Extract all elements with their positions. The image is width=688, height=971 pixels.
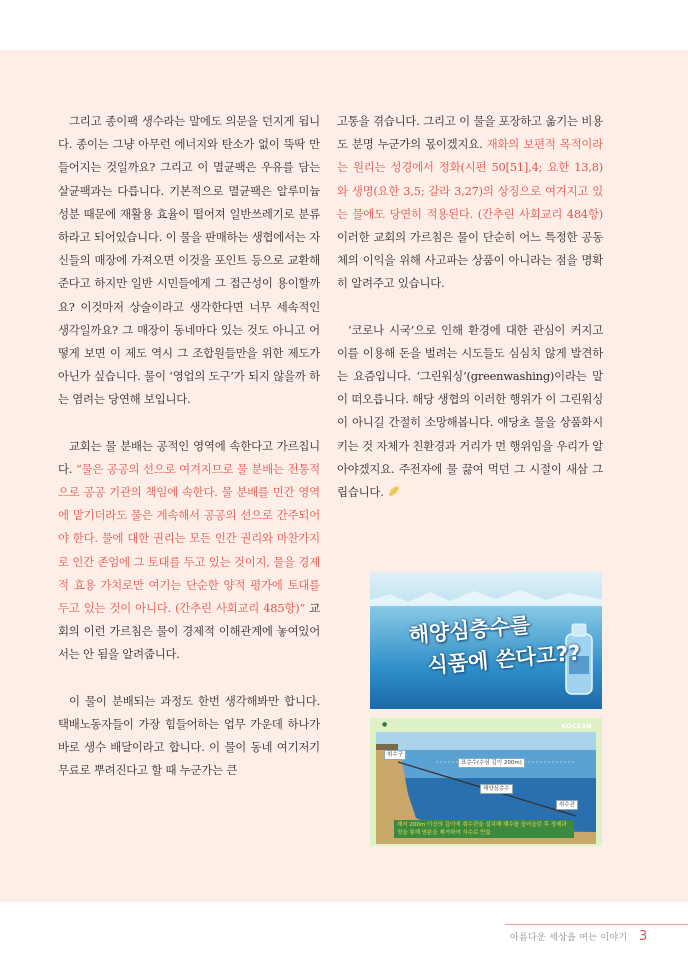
brand-mark: ● [382, 721, 388, 728]
headline-line: 식품에 쓴다고?? [426, 640, 582, 678]
paragraph [58, 435, 320, 667]
leaf-icon [387, 484, 401, 498]
left-column [58, 110, 320, 805]
quote-highlight: 재화의 보편적 목적이라는 원리는 성경에서 정화(시편 50[51],4; 요한 13,8)와 생명(요한 3,5; 갈라 3,27)의 상징으로 여겨지고 있는 물에도 당연히 적용된다. (간추린 사회교리 484항) [337, 137, 603, 221]
surface-label: 표층수(수심 깊이 200m) [458, 758, 525, 768]
paragraph: 이 물이 분배되는 과정도 한번 생각해봐만 합니다. 택배노동자들이 가장 힘들어하는 업무 가운데 하나가 바로 생수 배달이라고 합니다. 이 물이 동네 여기저기 무료로 뿌려진다고 할 때 누군가는 큰 [58, 693, 320, 778]
footer-title: 아름다운 세상을 여는 이야기 [510, 933, 628, 943]
deep-sea-water-image [370, 572, 602, 709]
source-logo: KOCEAN [561, 723, 592, 730]
paragraph [337, 110, 603, 296]
paragraph: 그리고 종이팩 생수라는 말에도 의문을 던지게 됩니다. 종이는 그냥 아무런 에너지와 탄소가 없이 뚝딱 만들어지는 것일까요? 그리고 이 멸균팩은 우유를 담는 살균팩과는 다릅니다. 기본적으로 멸균팩은 알루미늄 성분 때문에 재활용 효율이 떨어져 일반쓰레기로 분류하라고 되어있습니다. 이 물을 판매하는 생협에서는 자신들의 매장에 가져오면 이것을 포인트 등으로 교환해준다고 하지만 일반 시민들에게 그 접근성이 용이할까요? 이것마저 상술이라고 생각한다면 너무 세속적인 생각일까요? 그 매장이 동네마다 있는 것도 아니고 어떻게 보면 이 제도 역시 그 조합원들만을 위한 제도가 아닌가 싶습니다. 물이 ‘영업의 도구’가 되지 않을까 하는 염려는 당연해 보입니다. [58, 114, 320, 407]
paragraph [337, 319, 603, 505]
page-number: 3 [639, 929, 648, 944]
pipe-label: 취수관 [556, 800, 578, 810]
intake-diagram [370, 718, 602, 846]
footer-divider [505, 924, 688, 925]
headline-line: 해양심층수를 [407, 612, 532, 648]
quote-highlight: “물은 공공의 선으로 여겨지므로 물 분배는 전통적으로 공공 기관의 책임에 속한다. 물 분배를 민간 영역에 맡기더라도 물은 계속해서 공공의 선으로 간주되어야 한다. 물에 대한 권리는 모든 인간 권리와 마찬가지로 인간 존엄에 그 토대를 두고 있는 것이지, 물을 경제적 효용 가치로만 여기는 단순한 양적 평가에 토대를 두고 있는 것이 아니다. (간추린 사회교리 485항)” [58, 461, 320, 616]
diagram-caption: 해저 200m 이상의 깊이에 취수관을 설치해 해수를 끌어올린 후 정제과정을 통해 염분을 제거하여 식수로 만듦 [394, 820, 574, 838]
deep-water-label: 해양심층수 [480, 784, 513, 794]
intake-label: 취수구 [384, 750, 406, 760]
paragraph-text: 고통을 겪습니다. 그리고 이 물을 포장하고 옮기는 비용도 분명 누군가의 몫이겠지요. [337, 114, 603, 152]
paragraph-text: 교회의 이런 가르침은 물이 경제적 이해관계에 놓여있어서는 안 됨을 알려줍니다. [58, 601, 320, 662]
paragraph-text: ‘코로나 시국’으로 인해 환경에 대한 관심이 커지고 이를 이용해 돈을 벌려는 시도들도 심심치 않게 발견하는 요즘입니다. ‘그린워싱’(greenwashing)이라는 말이 떠오릅니다. 해당 생협의 이러한 행위가 이 그린워싱이 아니길 간절히 소망해봅니다. 애당초 물을 상품화시키는 것 자체가 친환경과 거리가 먼 행위임을 우리가 알아야겠지요. 주전자에 물 끓여 먹던 그 시절이 새삼 그립습니다. [337, 322, 603, 500]
right-column [337, 110, 603, 527]
paragraph-text: 교회는 물 분배는 공적인 영역에 속한다고 가르칩니다. [58, 438, 320, 476]
paragraph-text: 이러한 교회의 가르침은 물이 단순히 어느 특정한 공동체의 이익을 위해 사고파는 상품이 아니라는 점을 명확히 알려주고 있습니다. [337, 230, 603, 291]
